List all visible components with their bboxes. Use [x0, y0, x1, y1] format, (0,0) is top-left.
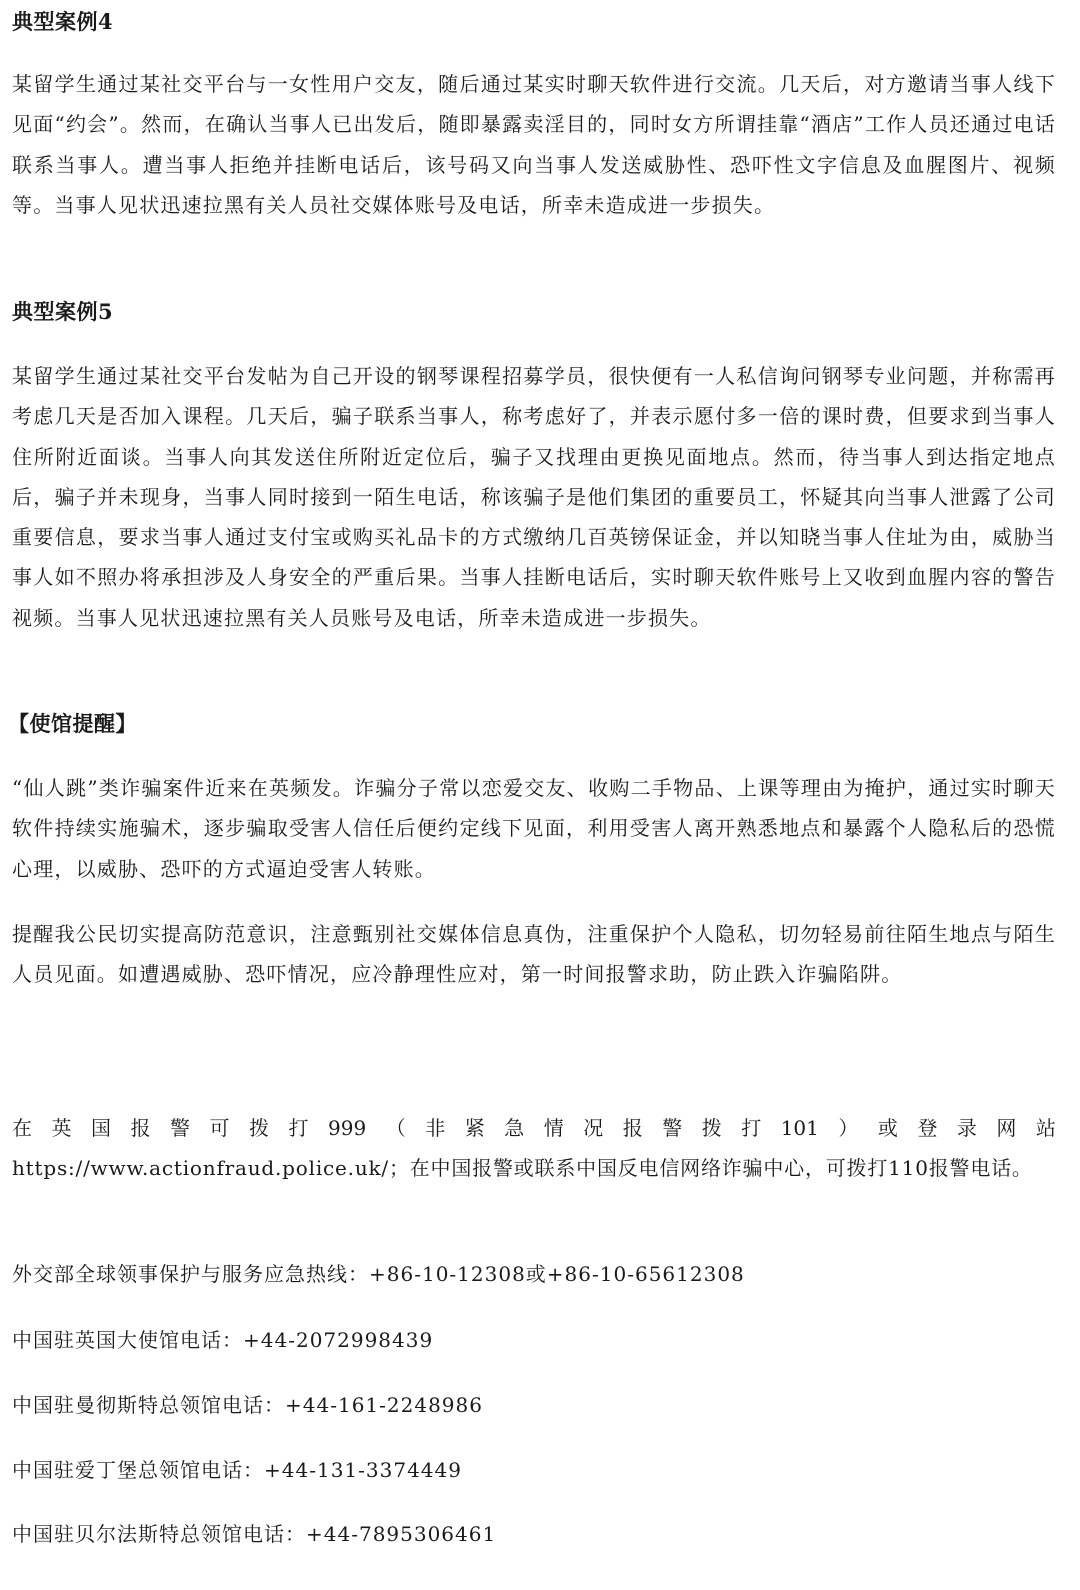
- report-line1-token: 登: [917, 1116, 938, 1140]
- mfa-hotline: 外交部全球领事保护与服务应急热线：+86-10-12308或+86-10-65612308: [12, 1262, 745, 1286]
- case4-title: 典型案例4: [12, 9, 114, 34]
- manchester-consulate-phone: 中国驻曼彻斯特总领馆电话：+44-161-2248986: [12, 1393, 483, 1417]
- report-line1-token: 国: [91, 1116, 111, 1140]
- embassy-phone: 中国驻英国大使馆电话：+44-2072998439: [12, 1328, 434, 1352]
- report-line1-token: 打: [741, 1116, 762, 1140]
- report-line1-token: 拨: [701, 1116, 722, 1140]
- report-line1-token: 急: [504, 1116, 525, 1140]
- reminder-paragraph-1: “仙人跳”类诈骗案件近来在英频发。诈骗分子常以恋爱交友、收购二手物品、上课等理由为掩护，通过实时聊天软件持续实施骗术，逐步骗取受害人信任后便约定线下见面，利用受害人离开熟悉地点和暴露个人隐私后的恐慌心理，以威胁、恐吓的方式逼迫受害人转账。: [12, 776, 1056, 881]
- report-line1-token: 况: [583, 1116, 604, 1140]
- report-line1-token: 可: [209, 1116, 230, 1140]
- report-line1-token: 警: [662, 1116, 683, 1140]
- report-line1-token: 在: [12, 1116, 32, 1140]
- report-line1-token: 英: [51, 1116, 72, 1140]
- report-line1-token: 警: [170, 1116, 190, 1140]
- report-line1-token: 站: [1035, 1116, 1056, 1140]
- report-line1-token: 情: [543, 1116, 564, 1140]
- case5-body: 某留学生通过某社交平台发帖为自己开设的钢琴课程招募学员，很快便有一人私信询问钢琴专业问题，并称需再考虑几天是否加入课程。几天后，骗子联系当事人，称考虑好了，并表示愿付多一倍的课时费，但要求到当事人住所附近面谈。当事人向其发送住所附近定位后，骗子又找理由更换见面地点。然而，待当事人到达指定地点后，骗子并未现身，当事人同时接到一陌生电话，称该骗子是他们集团的重要员工，怀疑其向当事人泄露了公司重要信息，要求当事人通过支付宝或购买礼品卡的方式缴纳几百英镑保证金，并以知晓当事人住址为由，威胁当事人如不照办将承担涉及人身安全的严重后果。当事人挂断电话后，实时聊天软件账号上又收到血腥内容的警告视频。当事人见状迅速拉黑有关人员账号及电话，所幸未造成进一步损失。: [12, 364, 1056, 630]
- edinburgh-consulate-phone: 中国驻爱丁堡总领馆电话：+44-131-3374449: [12, 1458, 462, 1482]
- report-line1-token: 101: [780, 1116, 819, 1140]
- belfast-consulate-phone: 中国驻贝尔法斯特总领馆电话：+44-7895306461: [12, 1522, 497, 1546]
- reminder-paragraph-2: 提醒我公民切实提高防范意识，注意甄别社交媒体信息真伪，注重保护个人隐私，切勿轻易前往陌生地点与陌生人员见面。如遭遇威胁、恐吓情况，应冷静理性应对，第一时间报警求助，防止跌入诈骗陷阱。: [12, 922, 1056, 987]
- report-info-rest: https://www.actionfraud.police.uk/；在中国报警或联系中国反电信网络诈骗中心，可拨打110报警电话。: [12, 1156, 1033, 1180]
- report-line1-token: 紧: [464, 1116, 485, 1140]
- report-line1-token: 拨: [249, 1116, 269, 1140]
- case5-title: 典型案例5: [12, 299, 114, 324]
- report-line1-token: （: [385, 1116, 406, 1140]
- report-line1-token: 报: [130, 1116, 151, 1140]
- report-line1-token: 打: [288, 1116, 309, 1140]
- report-line1-token: 非: [425, 1116, 446, 1140]
- report-info-line1: [12, 1108, 1056, 1148]
- report-line1-token: ）: [838, 1116, 859, 1140]
- report-line1-token: 报: [622, 1116, 643, 1140]
- reminder-title: 【使馆提醒】: [8, 711, 137, 736]
- report-info: [12, 1108, 1056, 1189]
- report-line1-token: 网: [996, 1116, 1017, 1140]
- report-line1-token: 或: [877, 1116, 898, 1140]
- report-line1-token: 录: [956, 1116, 977, 1140]
- report-line1-token: 999: [328, 1116, 367, 1140]
- case4-body: 某留学生通过某社交平台与一女性用户交友，随后通过某实时聊天软件进行交流。几天后，对方邀请当事人线下见面“约会”。然而，在确认当事人已出发后，随即暴露卖淫目的，同时女方所谓挂靠“酒店”工作人员还通过电话联系当事人。遭当事人拒绝并挂断电话后，该号码又向当事人发送威胁性、恐吓性文字信息及血腥图片、视频等。当事人见状迅速拉黑有关人员社交媒体账号及电话，所幸未造成进一步损失。: [12, 72, 1056, 217]
